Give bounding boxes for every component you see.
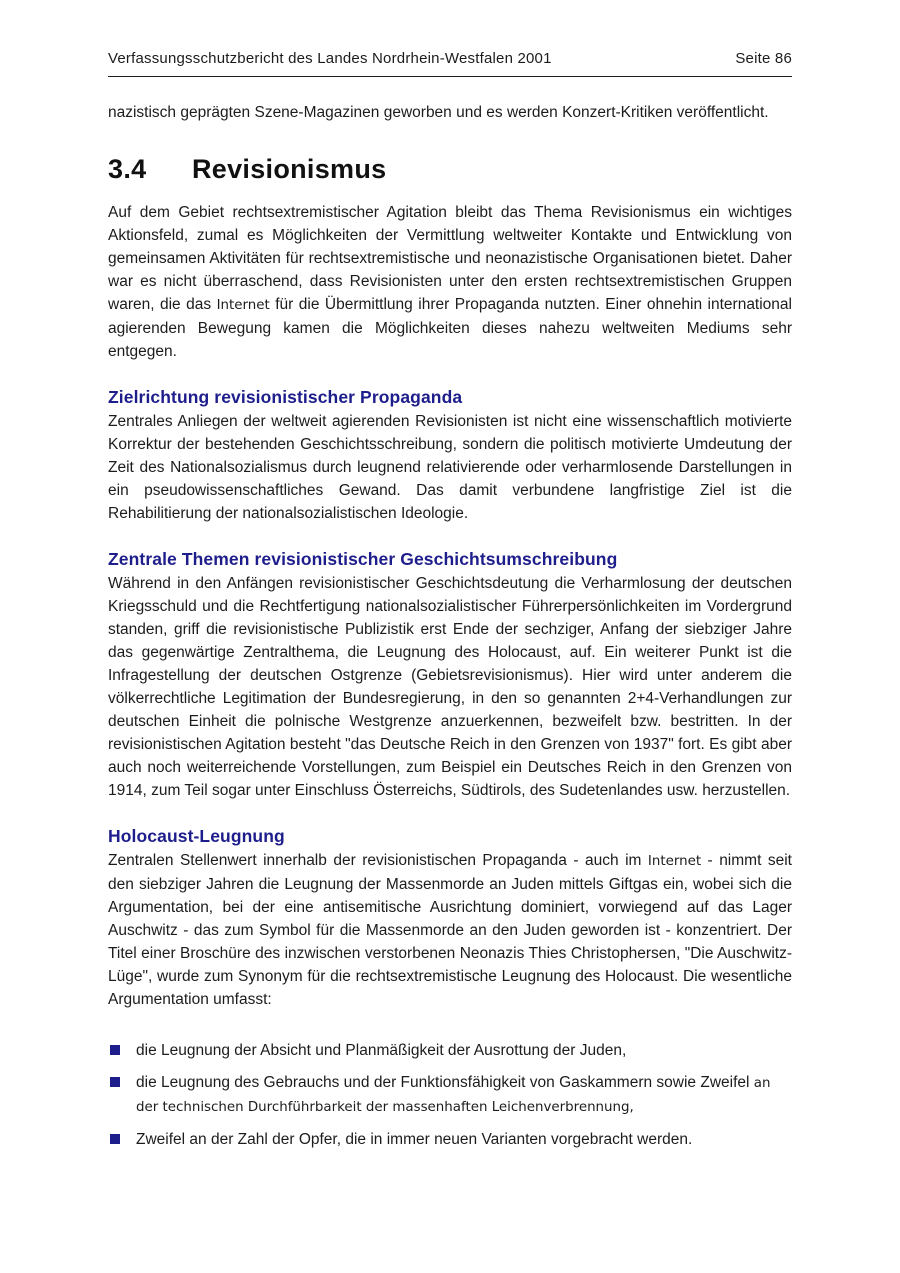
- section-heading: [108, 154, 792, 185]
- square-bullet-icon: [110, 1134, 120, 1144]
- subheading-holocaust-leugnung: Holocaust-Leugnung: [108, 826, 285, 846]
- header-page-number: Seite 86: [735, 50, 792, 67]
- paragraph-zielrichtung: Zentrales Anliegen der weltweit agierenden Revisionisten ist nicht eine wissenschaftlich motivierte Korrektur der bestehenden Geschichtsschreibung, sondern die politisch motivierte Umdeutung der Zeit des Nationalsozialismus durch leugnend relativierende oder verharmlosende Darstellungen in ein pseudowissenschaftliches Gewand. Das damit verbundene langfristige Ziel ist die Rehabilitierung der nationalsozialistischen Ideologie.: [108, 413, 792, 522]
- bullet-text: Zweifel an der Zahl der Opfer, die in immer neuen Varianten vorgebracht werden.: [136, 1131, 693, 1148]
- section-title: Revisionismus: [192, 154, 387, 184]
- list-item: [108, 1128, 792, 1151]
- subheading-zentrale-themen: Zentrale Themen revisionistischer Geschichtsumschreibung: [108, 549, 618, 569]
- bullet-text: die Leugnung der Absicht und Planmäßigkeit der Ausrottung der Juden,: [136, 1042, 627, 1059]
- list-item: [108, 1071, 792, 1119]
- list-item: [108, 1039, 792, 1062]
- subheading-zielrichtung: Zielrichtung revisionistischer Propaganda: [108, 387, 463, 407]
- square-bullet-icon: [110, 1077, 120, 1087]
- intro-paragraph: nazistisch geprägten Szene-Magazinen geworben und es werden Konzert-Kritiken veröffentlicht.: [108, 104, 769, 121]
- header-document-title: Verfassungsschutzbericht des Landes Nordrhein-Westfalen 2001: [108, 50, 552, 67]
- bullet-text: die Leugnung des Gebrauchs und der Funktionsfähigkeit von Gaskammern sowie Zweifel an der technischen Durchführbarkeit der massenhaften Leichenverbrennung,: [136, 1074, 771, 1115]
- section-lead-paragraph: Auf dem Gebiet rechtsextremistischer Agitation bleibt das Thema Revisionismus ein wichtiges Aktionsfeld, zumal es Möglichkeiten der Vermittlung weltweiter Kontakte und Entwicklung von gemeinsamen Aktivitäten für rechtsextremistische und neonazistische Organisationen bietet. Daher war es nicht überraschend, dass Revisionisten unter den ersten rechtsextremistischen Gruppen waren, die das Internet für die Übermittlung ihrer Propaganda nutzten. Einer ohnehin international agierenden Bewegung kamen die Möglichkeiten dieses nahezu weltweiten Mediums sehr entgegen.: [108, 204, 792, 360]
- argument-bullet-list: [108, 1039, 792, 1151]
- section-number: 3.4: [108, 154, 147, 184]
- paragraph-zentrale-themen: Während in den Anfängen revisionistischer Geschichtsdeutung die Verharmlosung der deutschen Kriegsschuld und die Rechtfertigung nationalsozialistischer Führerpersönlichkeiten im Vordergrund standen, griff die revisionistische Publizistik erst Ende der sechziger, Anfang der siebziger Jahre das gegenwärtige Zentralthema, die Leugnung des Holocaust, auf. Ein weiterer Punkt ist die Infragestellung der deutschen Ostgrenze (Gebietsrevisionismus). Hier wird unter anderem die völkerrechtliche Legitimation der Bundesregierung, in den so genannten 2+4-Verhandlungen zur deutschen Einheit die polnische Westgrenze anzuerkennen, bezweifelt bzw. bestritten. In der revisionistischen Agitation besteht "das Deutsche Reich in den Grenzen von 1937" fort. Es gibt aber auch noch weiterreichende Vorstellungen, zum Beispiel ein Deutsches Reich in den Grenzen von 1914, zum Teil sogar unter Einschluss Österreichs, Südtirols, des Sudetenlandes usw. herzustellen.: [108, 575, 792, 799]
- page-header: [108, 50, 792, 77]
- paragraph-holocaust-leugnung: Zentralen Stellenwert innerhalb der revisionistischen Propaganda - auch im Internet - nimmt seit den siebziger Jahren die Leugnung der Massenmorde an Juden mittels Giftgas ein, wobei sich die Argumentation, bei der eine antisemitische Ausrichtung dominiert, vorwiegend auf das Lager Auschwitz - das zum Symbol für die Massenmorde an den Juden geworden ist - konzentriert. Der Titel einer Broschüre des inzwischen verstorbenen Neonazis Thies Christophersen, "Die Auschwitz-Lüge", wurde zum Synonym für die rechtsextremistische Leugnung des Holocaust. Die wesentliche Argumentation umfasst:: [108, 852, 792, 1008]
- square-bullet-icon: [110, 1045, 120, 1055]
